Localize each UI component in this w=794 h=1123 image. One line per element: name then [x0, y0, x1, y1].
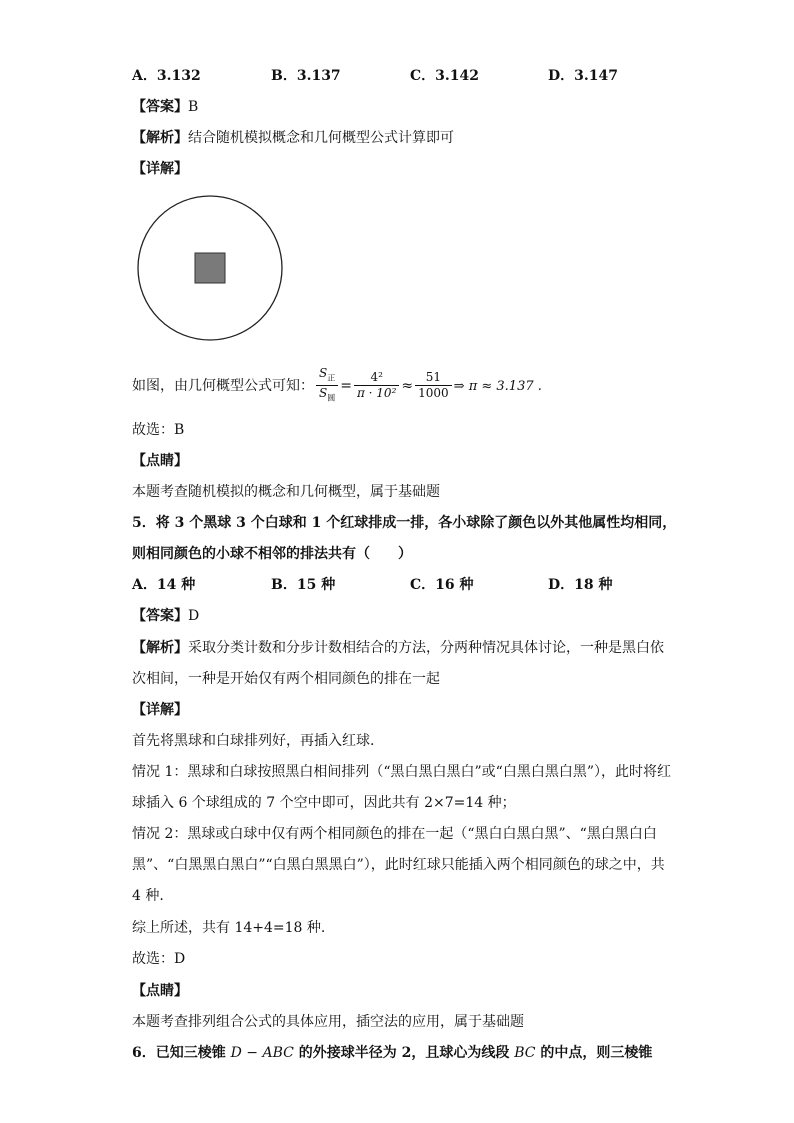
- q5-detail-line: 情况 2：黑球或白球中仅有两个相同颜色的排在一起（“黑白白黑白黑”、“黑白黑白白: [132, 826, 657, 842]
- q5-stem-line2: 则相同颜色的小球不相邻的排法共有（ ）: [132, 546, 412, 562]
- q4-option-b: B．3.137: [271, 68, 341, 84]
- q5-detail-line: 首先将黑球和白球排列好，再插入红球.: [132, 733, 375, 749]
- q6-math-dabc: D − ABC: [230, 1045, 294, 1061]
- q4-answer-line: [132, 97, 198, 117]
- formula-eq: =: [340, 377, 352, 394]
- formula-approx: ≈: [401, 377, 414, 394]
- q4-detail-tag: 【详解】: [132, 161, 188, 177]
- q5-answer-value: D: [188, 608, 200, 624]
- q5-option-d: D．18 种: [548, 577, 613, 593]
- q4-analysis-line: [132, 128, 454, 148]
- q6-math-bc: BC: [514, 1045, 536, 1061]
- q4-option-c: C．3.142: [410, 68, 479, 84]
- fraction-51-1000: $\frac{51}{1000}$: [415, 370, 452, 401]
- circle-square-figure: [136, 194, 284, 342]
- q5-analysis-line2: 次相间，一种是开始仅有两个相同颜色的排在一起: [132, 671, 440, 687]
- q4-comment: 本题考查随机模拟的概念和几何概型，属于基础题: [132, 484, 440, 500]
- analysis-text: 结合随机模拟概念和几何概型公式计算即可: [188, 130, 454, 146]
- q5-detail-tag: 【详解】: [132, 702, 188, 718]
- analysis-tag: 【解析】: [132, 130, 188, 146]
- q5-detail-line: 球插入 6 个球组成的 7 个空中即可，因此共有 2×7=14 种；: [132, 795, 516, 811]
- q5-answer-line: 【答案】D: [132, 608, 200, 624]
- q4-option-a: A．3.132: [132, 68, 201, 84]
- fraction-squared: $\frac{\text{4²}}{\text{π · 10²}}$: [354, 370, 399, 401]
- q5-detail-line: 综上所述，共有 14+4=18 种.: [132, 920, 326, 936]
- q5-detail-line: 黑”、“白黑黑白黑白”“白黑白黑黑白”），此时红球只能插入两个相同颜色的球之中，共: [132, 857, 665, 873]
- fraction-area-ratio: $\frac{S_正}{S_圆}$: [316, 366, 338, 406]
- q4-formula-line: [132, 366, 542, 406]
- answer-tag: 【答案】: [132, 99, 188, 115]
- formula-prefix: 如图，由几何概型公式可知：: [132, 377, 314, 394]
- q4-choice: 故选：B: [132, 422, 185, 438]
- q6-stem: 6．已知三棱锥 D − ABC 的外接球半径为 2，且球心为线段 BC 的中点，则三棱锥: [132, 1045, 653, 1061]
- q5-comment: 本题考查排列组合公式的具体应用，插空法的应用，属于基础题: [132, 1014, 524, 1030]
- q4-option-d: D．3.147: [548, 68, 618, 84]
- q5-option-c: C．16 种: [410, 577, 474, 593]
- answer-value: B: [188, 99, 199, 115]
- q5-detail-line: 故选：D: [132, 951, 186, 967]
- q5-detail-line: 情况 1：黑球和白球按照黑白相间排列（“黑白黑白黑白”或“白黑白黑白黑”），此时将红: [132, 764, 671, 780]
- figure-square: [195, 253, 225, 283]
- q4-comment-tag: 【点睛】: [132, 453, 188, 469]
- q5-option-a: A．14 种: [132, 577, 196, 593]
- q5-option-b: B．15 种: [271, 577, 336, 593]
- formula-result: ⇒ π ≈ 3.137 .: [453, 378, 542, 394]
- q5-detail-line: 4 种.: [132, 888, 164, 904]
- q5-analysis-line1: 【解析】采取分类计数和分步计数相结合的方法，分两种情况具体讨论，一种是黑白依: [132, 640, 664, 656]
- q5-stem-line1: 5．将 3 个黑球 3 个白球和 1 个红球排成一排，各小球除了颜色以外其他属性均相同，: [132, 515, 677, 531]
- q5-comment-tag: 【点睛】: [132, 983, 188, 999]
